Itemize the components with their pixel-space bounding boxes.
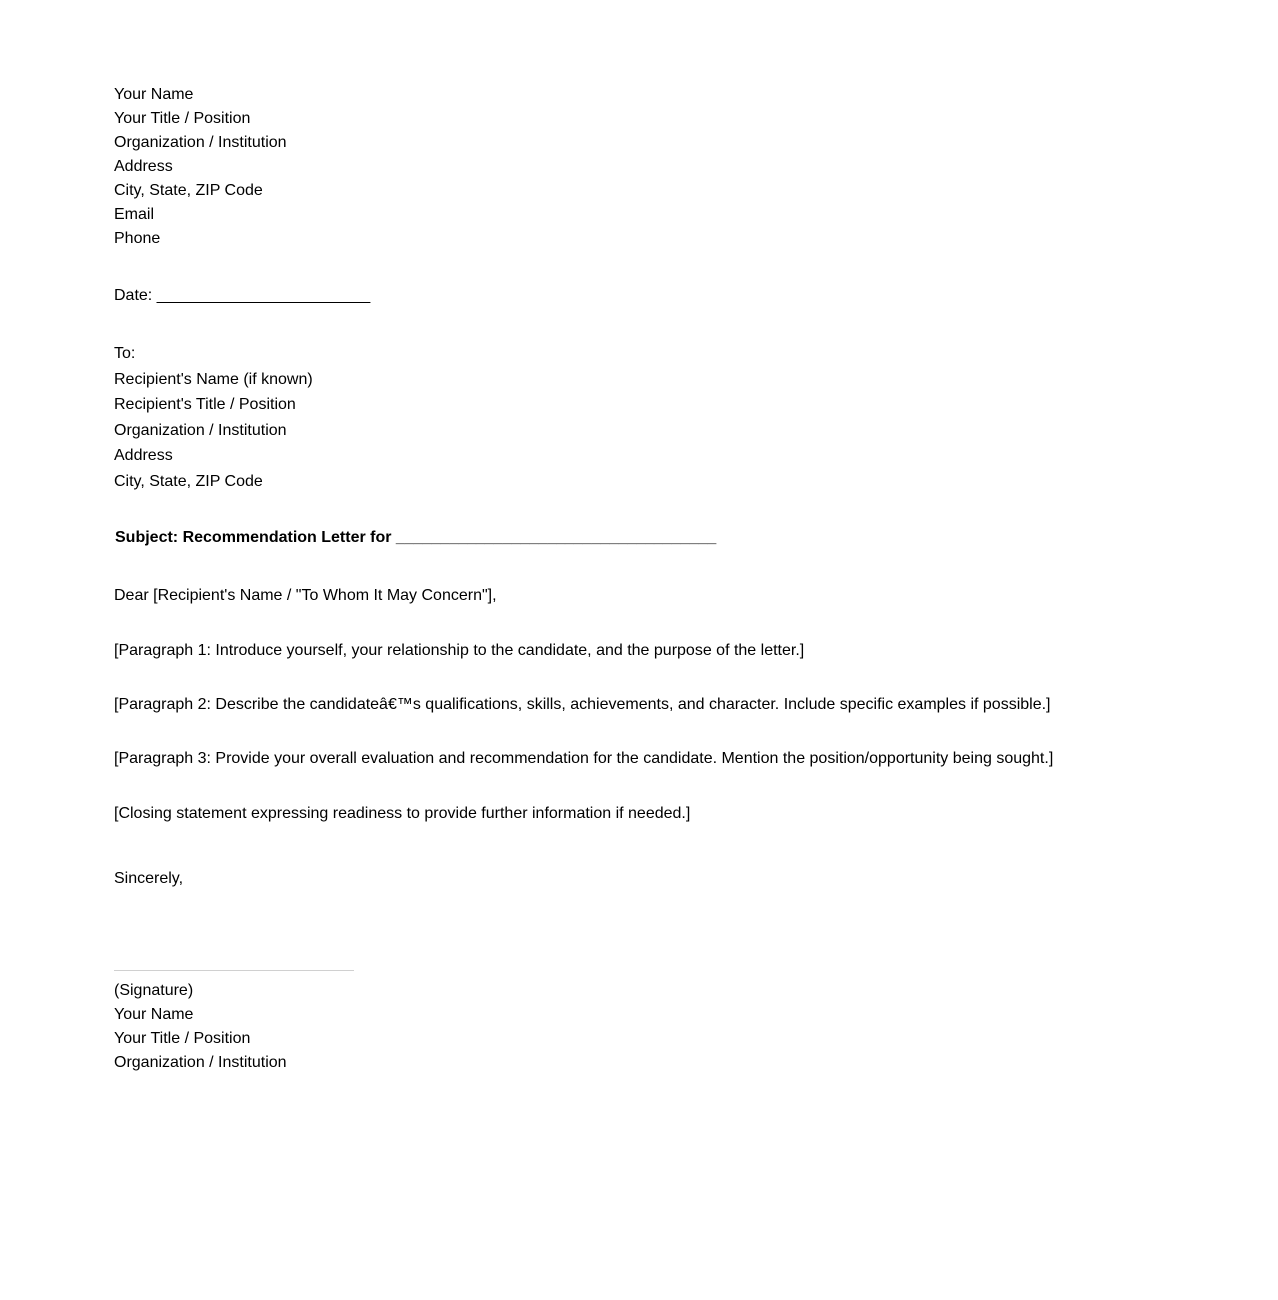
recipient-city-state-zip: City, State, ZIP Code bbox=[114, 472, 263, 490]
recipient-organization: Organization / Institution bbox=[114, 421, 287, 439]
salutation: Dear [Recipient's Name / "To Whom It May Concern"], bbox=[114, 587, 497, 604]
recipient-name: Recipient's Name (if known) bbox=[114, 370, 313, 388]
subject-line: Subject: Recommendation Letter for ____________________________________ bbox=[115, 529, 717, 546]
closing-salutation: Sincerely, bbox=[114, 870, 184, 887]
paragraph-1: [Paragraph 1: Introduce yourself, your relationship to the candidate, and the purpose of the letter.] bbox=[114, 642, 805, 659]
sender-city-state-zip: City, State, ZIP Code bbox=[114, 182, 263, 199]
sender-phone: Phone bbox=[114, 230, 161, 247]
to-label: To: bbox=[114, 345, 136, 362]
signature-organization: Organization / Institution bbox=[114, 1054, 287, 1071]
sender-name: Your Name bbox=[114, 86, 194, 103]
paragraph-3: [Paragraph 3: Provide your overall evaluation and recommendation for the candidate. Mention the position/opportunity being sought.] bbox=[114, 750, 1054, 767]
sender-email: Email bbox=[114, 206, 155, 223]
signature-label: (Signature) bbox=[114, 982, 194, 999]
sender-address: Address bbox=[114, 158, 173, 175]
sender-title: Your Title / Position bbox=[114, 110, 251, 127]
paragraph-2: [Paragraph 2: Describe the candidateâ€™s qualifications, skills, achievements, and character. Include specific examples if possible.] bbox=[114, 696, 1051, 713]
recipient-block bbox=[114, 345, 313, 499]
closing-statement: [Closing statement expressing readiness to provide further information if needed.] bbox=[114, 805, 691, 822]
recipient-address: Address bbox=[114, 447, 173, 465]
date-field: Date: ________________________ bbox=[114, 287, 371, 304]
signature-block bbox=[114, 982, 287, 1078]
signature-line bbox=[114, 970, 354, 971]
sender-organization: Organization / Institution bbox=[114, 134, 287, 151]
sender-block bbox=[114, 86, 1214, 254]
recipient-title: Recipient's Title / Position bbox=[114, 396, 296, 414]
signature-title: Your Title / Position bbox=[114, 1030, 251, 1047]
signature-name: Your Name bbox=[114, 1006, 194, 1023]
